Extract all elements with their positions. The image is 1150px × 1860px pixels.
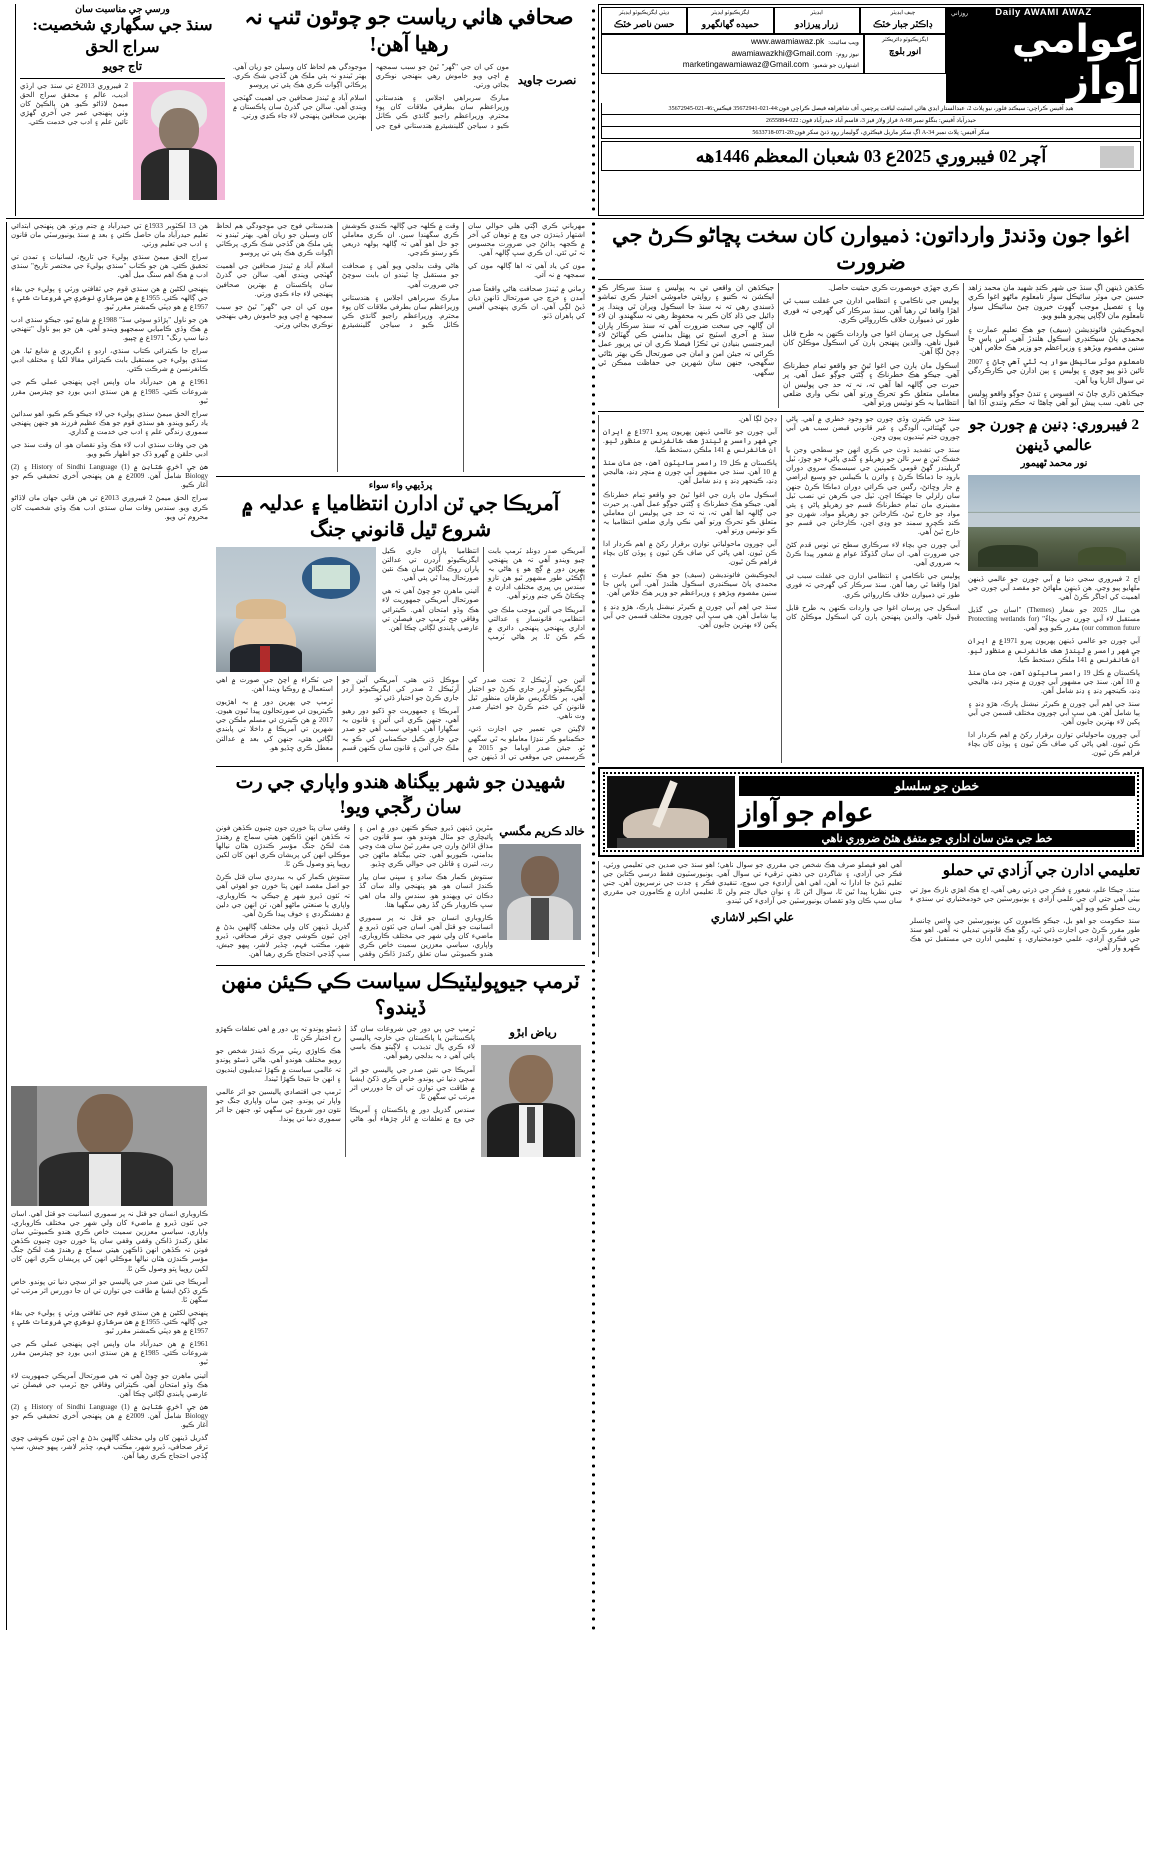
kashmir-author: نصرت جاويد	[517, 75, 577, 87]
paragraph: ڪڏهن ڏينهن اڳ سنڌ جي شهر ڪنڊ شهيد مان محمد زاهد حسين جي موٽر سائيڪل سوار نامعلوم ماڻهو اغوا ڪري ويا ۽ تفصيل موجب گهوٽ خبرون چيڻ سائيڪل سوار نامعلوم مان لاڳاپي پيچرو هليو ويو.	[968, 283, 1144, 321]
trump-legal-body-top	[382, 547, 585, 672]
trump-geo-headline: ٽرمپ جيوپوليٽيڪل سياست ڪي ڪيئن منهن ڏيندو؟	[221, 971, 580, 1020]
paragraph: اسڪول مان ٻارن جي اغوا ٿيڻ جو واقعو تمام خطرناڪ آهي. جيڪو هڪ خطرناڪ ۽ ڳڻتي جوڳو عمل آهي. پر حيرت جي ڳالهہ اها آهي تہ، نہ تہ حد جي پوليس ان معاملي متعلق ڪو تحرڪ ورتو آهي نڪي واري ضلعي انتظاميا بہ ڪو نوٽيس ورتو آهي.	[783, 360, 959, 408]
siraj-continued-column	[6, 222, 212, 1630]
ad-line-2: عوام جو آواز	[739, 796, 1135, 830]
staff-role: ايگزيڪيوٽو ايڊيٽر	[711, 10, 750, 16]
paragraph: آبي ڄورن جو عالمي ڏينهن پهريون ڀيرو 1971ع ۾ ايران جي شهر رامسر ۾ ٿيندڙ هڪ ڪانفرنس ۾ منظور ٿيو. ان ڪانفرنس ۾ 141 ملڪن دستخط ڪيا.	[968, 637, 1140, 664]
siraj-portrait-photo	[133, 82, 225, 200]
top-section	[6, 4, 1144, 216]
paragraph: مبارڪ سربراهي اجلاس ۽ هندستاني وزيراعظم سان بطرفي ملاقات کان پوء محترم. وزيراعظم راجيو گانڌي ڪي ڪاٺل ڪيو د سياجن گلينشيئر۾ هندستاني فوج جي موجودگي هم لحاظ کان وسيلن جو زيان آهي. بهتر ٿيندو نہ ٻئي ملڪ هن گڏجي شڪ ڪري. پرڪاٺي اڳواٽ ڪري هڪ ٻئي تي ڀروسو	[216, 222, 459, 329]
paragraph: سنڌ جي ڪيترن وڏي ڄورن جو وجود خطري ۾ آهي. پاڻي جي گهٽتائي، آلودگي ۽ غير قانوني قبضن سبب هي آبي ڄورون ختم ٿينديون پيون وڃن.	[786, 414, 960, 442]
paragraph: جيڪڏهن ڌاري ڄاڻ تہ افسوس ۽ تندڻ جوڳو واقعو پوليس جي ناهي. سب پيش آيو آهي چاهڻا تہ حڪم وٺندي آڏا اها ڪري جهڙي خوبصورت ڪري حيثيت حاصل.	[828, 283, 1144, 408]
paragraph: پنهنجي لکڻين ۾ هن سنڌي قوم جي ثقافتي ورثي ۽ ٻوليء جي بقاء جي ڳالهہ ڪئي. 1955ع ۾ هن سرڪاري نوڪري جي شروعات ڪئي ۽ 1957ع ۾ هو ڊپٽي ڪمشنر مقرر ٿيو.	[11, 1308, 208, 1336]
education-author: علي اڪبر لاشاري	[710, 912, 795, 925]
trump-legal-kicker: پرڏيهي واء سواء	[368, 481, 433, 491]
paragraph: جيڪڏهن ان واقعي تي بہ پوليس ۽ سنڌ سرڪار ڪو ايڪشن نہ ڪنيو ۽ روايتي خاموشي اختيار ڪري تماشو ڏسندي رهي تہ نہ سنڌ جا اسڪول ويران ٿي ويندا. پر ڊائيل جي ڏاڍ کان ڪير بہ محفوظ رهي نہ سگهندو. ان لاء ان ڳالهہ جي سخت ضرورت آهي تہ سنڌ سرڪار ڀاران سنڌ ۾ آخري اسٽيج تي پهتل بدامني ڪي گهٽائڻ لاء ايمرجنسي بنيادن تي ٽڪڙا فيصلا ڪري ان تي پريور عمل ڪرائي تہ جيئن امن و امان جي صورتحال ڪي بهتر بڻائي سگهجي، جنهن سان شهرين جي حفاظت ممڪن ٿي سگهي.	[598, 283, 774, 377]
paragraph: سنڌ حڪومت جو اهو بل، جيڪو ڪامورن کي يونيورسٽين جي وائس چانسلر طور مقرر ڪرڻ جي اجازت ڏئي ٿي، رڳو هڪ قانوني تبديلي نہ آهي. اهو سنڌ جي فڪري آزادي، علمي خودمختياري، ۽ تعليمي ادارن جي مستقبل تي هڪ ڪهرو وار آهي.	[910, 916, 1140, 953]
paragraph: سنڌ جي اهم آبي ڄورن ۾ ڪيرٿر نيشنل پارڪ، هڙو ڍنڍ ۽ ٻيا شامل آهن. هي سڀ آبي ڄورون مختلف قسمن جي آبي پکين لاء بهترين جايون آهن.	[603, 602, 777, 629]
shaheedan-body	[216, 824, 493, 961]
paragraph: ٽرمپ جي ٻي دور جي شروعات سان گڏ پاڪستانين يا پاڪستان جي خارجہ پاليسي لاء ڪري ٻال تذبذب ۽ لاڳيتو هڪ باسي ٻائي آهي د بہ بدلجي رهيو آهي.	[350, 1025, 475, 1061]
trump-legal-headline: آمريڪا جي ٽن ادارن انتظاميا ۽ عدليہ ۾ شروع ٿيل قانوني جنگ	[241, 493, 560, 541]
paragraph: سنڌ، جيڪا علم، شعور ۽ فڪر جي ڌرتي رهي آهي، اڄ هڪ اهڙي نازڪ موڙ تي بيٺي آهي جتي ان جي علمي آزادي ۽ يونيورسٽين جي خودمختياري تي سنڌي ء ريت حملو ڪيو ويو آهي.	[910, 885, 1140, 912]
trump-geo-author: رياض ابڙو	[509, 1027, 557, 1040]
wetlands-body	[598, 415, 964, 763]
paragraph: ڪاروباري انسان جو قتل نہ پر سموري انسانيت جو قتل آهي. اسان جي ٽئون ڏيرو ۾ ماضيء کان ولي شهر جي مختلف ڪاروباري، واپاري، سياسي معززين سميت خاص ڪري هندو ڪميونٽي سان تعلق رکندڙ ڏاڪن وقفي وقفي سان پتا خورن جون چنيون ڪڏهن فونن تہ ڪڏهن انهن ڏاڪهن هيتي سماج ۾ رهندڙ هٿ لڪڻ جنگ مؤسر ڪندڙن هٿان نيالها موڪلي انهن کي پريشان ڪري انهن کان لکين روپيا ڀتو وصول ڪن ٿا.	[11, 1210, 208, 1273]
kashmir-body	[233, 63, 509, 131]
paragraph: گذريل ڏينهن کان ولي مختلف ڳالهين بڌڻ ۾ اچن ٿيون ڪوشي چوي ترقر صحافي، ڏيرو شهر، مڪتب فہم، چڏير لاشر، ڀيهو جيش، سڀ ڳڏجي احتجاج ڪري رهيا آهن.	[216, 922, 350, 959]
main-column-divider	[589, 222, 598, 1630]
paragraph: آمريڪا ۽ جمهوريت جو ڏکيو دور رهيو آهي، جنهن ڪري اتي آئين ۽ قانون بہ سگهارا آهن. اهوئي سبب آهي جو صدر جي جاري ڪيل حڪمنامن کي ڪو بہ ملڪ جي آئين ۽ قانون سان ڪنهن قسم جي ٽڪراء ۾ اچڻ جي صورت ۾ اهي استعمال ۾ روڪيا ويندا آهن.	[216, 676, 459, 752]
article-trump-geo	[216, 969, 585, 1157]
contact-label: ويب سائيٽ:	[828, 39, 859, 46]
staff-name: انور بلوچ	[888, 46, 922, 56]
paragraph: هن جو ناول "پڙاڏو سوئي سڏ" 1988ع ۾ شايع ٿيو، جيڪو سنڌي ادب ۾ هڪ وڏي ڪاميابي سمجهيو ويندو آهي. هن جو ٻيو ناول "تنهنجي دنيا سڀ رنگ" 1971ع ۾ ڇپيو.	[11, 315, 208, 343]
paragraph: پاڪستان ۾ ڪل 19 رامسر سائيٽون آهن، جن مان سنڌ ۾ 10 آهن. سنڌ جي مشهور آبي ڄورن ۾ منڇر ڍنڍ، هاليجي ڍنڍ، ڪينجهر ڍنڍ ۽ ڍنڍ شامل آهن.	[968, 668, 1140, 695]
staff-role: ڊپٽي ايگزيڪيوٽو ايڊيٽر	[618, 10, 670, 16]
paragraph: هن 13 آڪٽوبر 1933ع تي حيدرآباد ۾ جنم ورتو. هن پنهنجي ابتدائي تعليم حيدرآباد مان حاصل ڪئي ۽ بعد ۾ سنڌ يونيورسٽي مان قانون ۽ ادب جي تعليم ورتي.	[11, 222, 208, 249]
paragraph: ٽرمپ جي اقتصادي پاليسين جو اثر عالمي واپار تي پوندو. چين سان واپاري جنگ جو نئون دور شروع ٿي سگهي ٿو، جنهن جا اثر سموري دنيا تي پوندا.	[216, 1087, 341, 1123]
staff-role: ايڊيٽر	[810, 10, 823, 16]
staff-name: ڊاڪٽر جبار خٽڪ	[873, 19, 933, 29]
shaheedan-author-photo	[499, 844, 581, 940]
paragraph: مهرباني ڪري اڳتي هلي حوالي سان اشتهار ڏيندڙن جي وچ ۾ توهان کي آخر ۾ ڪجهہ ٻڌائڻ جي ضرورت محسوس نہ ٿي ٿئي. ان ڪري سڀ ڳالهہ آهي.	[468, 222, 585, 258]
paragraph: آئين جي آرٽيڪل 2 تحت صدر کي ايگزيڪيوٽو آرڊر جاري ڪرڻ جو اختيار آهي، پر ڪانگريس طرفان منظور ٿيل قانونن کي ختم ڪرڻ جو اختيار صدر وٽ ناهي.	[468, 676, 585, 721]
contact-value[interactable]: www.awamiawaz.pk	[750, 37, 825, 46]
article-trump-legal	[216, 480, 585, 762]
staff-executive-editor	[687, 7, 773, 34]
trump-legal-body-bottom	[216, 676, 585, 762]
paragraph: ٽرمپ جي پهرين دور ۾ بہ اهڙيون ڪيتريون ئي صورتحالون پيدا ٿيون هيون. 2017 ۾ هن ڪيترن ئي مسلم ملڪن جي شهرين تي آمريڪا ۾ داخلا تي پابندي لڳائي هئي، جنهن کي بعد ۾ عدالتن معطل ڪري ڇڏيو هو.	[216, 698, 333, 752]
ad-text-block	[739, 776, 1135, 848]
paragraph: آمريڪا جي آئين موجب ملڪ جي انتظامي، قانونساز ۽ عدالتي اداري پنهنجي پنهنجي دائري ۾ ڪم ڪن ٿا. پر هاڻي ٽرمپ انتظاميا پاران جاري ڪيل ايگزيڪيوٽو آرڊرن تي عدالتن پاران روڪ لڳائڻ سان هڪ نئين صورتحال پيدا ٿي پئي آهي.	[382, 547, 585, 641]
right-column	[598, 222, 1144, 1630]
address-hyderabad: حيدرآباد آفيس: بنگلو نمبر 68-A فراز ولاز فيز 3، قاسم آباد حيدرآباد فون: 022-2655884	[601, 115, 1141, 127]
ad-line-3: خط جي متن سان اداري جو متفق هئڻ ضروري ناهي	[739, 830, 1135, 847]
secondary-portrait-photo	[11, 1086, 207, 1206]
article-abduction	[598, 222, 1144, 408]
address-karachi: هيڊ آفيس ڪراچي: سيڪنڊ فلور، نيو پلاٽ 2، عبدالستار ايڊي هائي اسٽيٽ لياقت پرچس، آف شاهراهه فيصل ڪراچي فون:44-021-35672941 فيڪس:46-021-35672945	[601, 103, 1141, 115]
paragraph: سراج الحق ميمڻ سنڌي ٻوليءَ جي تاريخ، لسانيات ۽ تمدن تي تحقيق ڪئي. هن جو ڪتاب "سنڌي ٻوليءَ جي مختصر تاريخ" سنڌي ادب ۾ هڪ اهم سنگ ميل آهي.	[11, 253, 208, 280]
paragraph: سنڌ جي تشديد ڏوٺ جي ڪري انهن جو سطحي وجن يا خشڪ ٿين ۾ سر نالن جو زهريلو ۽ گندي پاڻيء جو چوڙ، ٽيل گريلينڊز گهڻ قومي ڪمپنين جي سيسمڪ سروي دوران بارود جا ڌماڪا ڪرڻ ۽ وائرن يا ڪيبلس جو وسيع ايراضي ۾ جار وڇائڻ، رگس جي ڪرائي دوران ڌماڪا ڪرڻ جنهن سان زلزلي جا جهٽڪا اچن. ٽيل جي ڪرهن تي نصب ٽيل مشينري مان تمام خطرناڪ قسم جو زهريلو پاڻي ۽ ٻئي مواد جو خارج ٿيڻ، ڪارخانن جو زهريلو مواد، شهرن جو ڪنڊ ڪچرو سمند جو وڍي اڃن، ڪارخانن جي قسم جو خارج ٿيڻ آهي.	[786, 446, 960, 536]
paragraph: مٿرين ڏينهن ڏيرو جيڪو ڪنهن دور ۾ امن ۽ ڀائيچاري جو مثال هوندو هو، سو قانون جي مذاق اڏائڻ وارن جي مقرر ٿيڻ سان هٿ وڃي بدامني، ڪيوريو آهي. جتي بيگناھ ماڻهن جي رت، لتيرن ۽ قاتلن جي حوالي ڪري ڇڏيو.	[359, 823, 493, 869]
staff-name: حميده گهانگهرو	[701, 19, 760, 29]
education-head-col	[906, 861, 1144, 958]
trump-geo-body	[216, 1025, 475, 1157]
staff-row-top	[601, 7, 946, 34]
siraj-body-continued	[11, 1210, 208, 1630]
paragraph: 1961ع ۾ هن حيدرآباد مان واپس اچي پنهنجي عملي ڪم جي شروعات ڪئي. 1985ع ۾ هن سنڌي ادبي بورڊ جو چيئرمين مقرر ٿيو.	[11, 378, 208, 405]
paragraph: آهي اهو فيصلو صرف هڪ شخص جي مقرري جو سوال ناهي؛ اهو سنڌ جي صدين جي تعليمي ورثي، فڪر جي آزادي، ۽ شاگردن جي ذهني ترقيء تي سوال آهي. يونيورسٽيون فقط درسي ڪتابن جي تعليم ڏيڻ جا ادارا نہ آهن، اهي اهي آزاديء جي سوچ، تنقيدي فڪر ۽ جدت جي نرسريون آهن. جني جني نظريا پيدا ٿين ٿا، سوال اٿن ٿا، ۽ نوان خيال جنم ولن ٿا. تعليمي ادارن ۾ ڪامورن جي مقرري سان سپ ڪان وڌو تقصان يونيورسٽين جي آزاديء کي ٿيندو.	[603, 860, 902, 905]
paragraph: سراج جا ڪيترائي ڪتاب سنڌي، اردو ۽ انگريزي ۾ شايع ٿيا. هن سنڌي ٻوليء جي مستقبل بابت ڪيترائي مقالا لکيا ۽ مختلف ادبي ڪانفرنسن ۾ شرڪت ڪئي.	[11, 347, 208, 374]
paragraph: سنڌ جي اهم آبي ڄورن ۾ ڪيرٿر نيشنل پارڪ، هڙو ڍنڍ ۽ ٻيا شامل آهن. هي سڀ آبي ڄورون مختلف قسمن جي آبي پکين لاء بهترين جايون آهن.	[968, 700, 1140, 727]
paragraph: سراج الحق ميمڻ 2 فيبروري 2013ع تي هن فاني جهان مان لاڏاڻو ڪري ويو. سندس وفات سان سنڌي ادب هڪ وڏي شخصيت کان محروم ٿي ويو.	[11, 494, 208, 521]
shaheedan-headline: شهيدن جو شهر بيگناھ هندو واپاري جي رت سان رڱجي ويو!	[235, 771, 566, 818]
shaheedan-author-block	[499, 824, 585, 961]
paragraph: اڄ 2 فيبروري سجي دنيا ۾ آبي ڄورن جو عالمي ڏينهن ملهايو پيو وڃي. هن ڏينهن ملهائڻ جو مقصد آبي ڄورن جي اهميت کي اجاگر ڪرڻ آهي.	[968, 574, 1140, 602]
siraj-body	[11, 222, 208, 1082]
article-education	[598, 861, 1144, 958]
paragraph: زماني ۾ ٿيندڙ صحافت هاڻي واقعتاً صدر آمدن ۽ خرچ جي صورتحال ڏانهن ڌيان ڏيڻ لڳي آهي. ان ڪري پنهنجي آفيس کي ٻاهران ڏٺو.	[468, 284, 585, 320]
siraj-lead	[20, 82, 128, 200]
paragraph: آمريڪي صدر ڊونلڊ ٽرمپ بابت چيو ويندو آهي تہ هن پنهنجي پهرين دور ۾ ڳچ هو ۽ هاڻي بہ اڳڪٿي طور مشهور ٿيو هن تازو سندس ٻي ڀيري مختلف ادارن ۾ ڇڪتاڻ ڪي جنم ورتو آهي.	[488, 547, 585, 601]
paragraph: مبارڪ سربراهي اجلاس ۽ هندستاني وزيراعظم سان بطرفي ملاقات کان پوء محترم. وزيراعظم راجيو گانڌي ڪي ڪاٺل ڪيو د سياجن گلينشيئر۾ هندستاني فوج جي موجودگي هم لحاظ کان وسيلن جو زيان آهي. بهتر ٿيندو نہ ٻئي ملڪ هن گڏجي شڪ ڪري. پرڪاٺي اڳواٽ ڪري هڪ ٻئي تي ڀروسو	[233, 63, 509, 130]
paragraph: 2 فيبروري 2013ع تي سنڌ جي ارڏي اديب، عالم ۽ محقق سراج الحق ميمڻ لاڏاڻو ڪيو. هن ٻالڪپڻ کان وٺي پنهنجي عمر جي آخري گهڙي تائين علم ۽ ادب جي خدمت ڪئي.	[20, 82, 128, 127]
paragraph: هن جي آخري ڪتابن ۾ (1) History of Sindhi Language ۽ (2) Biology شامل آهن. 2009ع ۾ هن پنهنجي آخري تحقيقي ڪم جو آغاز ڪيو.	[11, 1402, 208, 1429]
contact-marketing	[606, 60, 859, 71]
paragraph: هاڻي وقت بدلجي ويو آهي ۽ صحافت جو مستقبل ڇا ٿيندو ان بابت سوچڻ جي ضرورت آهي.	[342, 262, 459, 289]
staff-executive-director	[864, 34, 946, 74]
contact-label: نيوز روم:	[836, 50, 859, 58]
paragraph: وقت ۾ ڪلهہ جي ڳالهہ ڪندي ڪوشش ڪري سگهندا سين. ان ڪري معاملي جو حل اهو آهي تہ ڳالهہ ٻولهہ ذريعي ڪو رستو ڪڍجي.	[342, 222, 459, 258]
paragraph: مون کي ياد آهي تہ اها ڳالهہ مون کي سمجهہ ۾ نہ آئي.	[468, 262, 585, 280]
contact-label: اشتهارن جو شعبو:	[812, 62, 859, 69]
kashmir-continued	[216, 222, 585, 472]
paragraph: پاڪستان ۾ ڪل 19 رامسر سائيٽون آهن، جن مان سنڌ ۾ 10 آهن. سنڌ جي مشهور آبي ڄورن ۾ منڇر ڍنڍ، هاليجي ڍنڍ، ڪينجهر ڍنڍ ۽ ڍنڍ شامل آهن.	[603, 459, 777, 486]
staff-name: حسن ناصر خٽڪ	[613, 19, 675, 29]
paragraph: اسڪول جي ڀرسان اغوا جي واردات ڪنهن بہ طرح قابل قبول ناهي. والدين پنهنجن ٻارن کي اسڪول موڪلڻ کان ڊڄڻ لڳا آهن.	[738, 414, 960, 621]
paragraph: اسلام آباد ۾ ٿيندڙ صحافين جي اهميت گهٽجي ويندي آهي. سالن جي گذرڻ سان پاڪستان ۾ بهترين صحافين پنهنجي لاء جاء ڪڍي ورتي.	[233, 94, 367, 121]
column-divider-dotted	[589, 4, 598, 216]
staff-grid	[601, 7, 946, 103]
article-kashmir	[229, 4, 589, 216]
staff-role: ايگزيڪيوٽو ڊائريڪٽر	[882, 37, 928, 43]
masthead-block	[598, 4, 1144, 216]
article-siraj	[15, 4, 229, 216]
paragraph: مون کي ان جي "گهر" ٿيڻ جو سبب سمجهہ ۾ اچي ويو خاموش رهي بنهنجي نوڪري بجائي ورتي.	[216, 302, 333, 329]
trump-photo	[216, 547, 376, 672]
education-body	[598, 861, 906, 958]
paragraph: اسڪول جي ڀرسان اغوا جي واردات ڪنهن بہ طرح قابل قبول ناهي. والدين پنهنجن ٻارن کي اسڪول موڪلڻ کان ڊڄڻ لڳا آهن.	[783, 328, 959, 357]
siraj-kicker: ورسي جي مناسبت سان	[75, 5, 170, 15]
paragraph: سندس گذريل دور ۾ پاڪستان ۽ آمريڪا جي وچ ۾ تعلقات ۾ اتار چڙهاء آيو. هاڻي ڏسڻو پوندو تہ ٻي دور ۾ اهي تعلقات ڪهڙو رخ اختيار ڪن ٿا.	[216, 1025, 475, 1123]
ad-line-1: خطن جو سلسلو	[739, 776, 1135, 796]
paragraph: لاڳيتن جي تعمير جي اجازت ڏني، حڪمنامو ڪر ننڍڙا معاملو بہ ٿي سگهي ٿو. جيئن صدر اوباما جو 2015 ۾ ڪرسمس جي موقعي تي اڌ ڏينهن جي موڪل ڏني هئي. آمريڪي آئين جو آرٽيڪل 2 صدر کي ايگزيڪيوٽو آرڊر جاري ڪرڻ جو اختيار ڏئي ٿو.	[342, 676, 585, 761]
paragraph: ايجوڪيشن فائونڊيشن (سيف) جو هڪ تعليم عمارت ۽ محمدي پاڻ سيڪنڊري اسڪول هلندڙ آهي. آس پاس جا سنين مفصوم ويڙهو ۽ وزيراعظم جو وزير هڪ خلاص آهن.	[603, 571, 777, 598]
staff-name: زرار پيرزادو	[795, 19, 839, 29]
article-shaheedan	[216, 770, 585, 961]
paragraph: پوليس جي ناڪامي ۽ انتظامي ادارن جي غفلت سبب ئي اهڙا واقعا ٿي رهيا آهن. سنڌ سرڪار کي گهرجي تہ فوري طور تي ذميوارن خلاف ڪارروائي ڪري.	[786, 572, 960, 599]
letters-ad-box	[598, 767, 1144, 857]
wetlands-head-col	[964, 415, 1144, 763]
paragraph: سنتوش ڪمار کي بہ بيدردي سان قتل ڪرڻ جو اصل مقصد انهن پتا خورن جو اهوئي آهي تہ ٽئون ڏيرو شهر ۾ جيڪي بہ ڪاروباري، واپاري يا صنعتي ماڻهو آهن، تن انهن جي دلين ۾ دهشتگردي ۽ خوف پيدا ڪرڻ آهي.	[216, 873, 350, 918]
abduction-body	[598, 283, 1144, 408]
contact-newsroom	[606, 49, 859, 60]
paragraph: هن جي آخري ڪتابن ۾ (1) History of Sindhi Language ۽ (2) Biology شامل آهن. 2009ع ۾ هن پنهنجي آخري تحقيقي ڪم جو آغاز ڪيو.	[11, 463, 208, 490]
newspaper-logo	[946, 7, 1141, 103]
contact-value[interactable]: awamiawazkhi@Gmail.com	[731, 48, 833, 58]
staff-row-contact	[601, 34, 946, 74]
siraj-headline: سنڌ جي سگهاري شخصيت: سراج الحق	[32, 17, 213, 56]
wetlands-author: نور محمد ٿهيمور	[1020, 457, 1088, 469]
logo-corner-text: روزاني	[951, 11, 969, 17]
paragraph: آئيني ماهرن جو چوڻ آهي تہ هي صورتحال آمريڪي جمهوريت لاء هڪ وڏو امتحان آهي. ڪيترائي وفاقي جج ٽرمپ جي فيصلن تي عارضي پابندي لڳائي چڪا آهن.	[382, 587, 479, 632]
paragraph: پوليس جي ناڪامي ۽ انتظامي ادارن جي غفلت سبب ئي اهڙا واقعا ٿي رهيا آهن. سنڌ سرڪار کي گهرجي تہ فوري طور تي ذميوارن خلاف ڪارروائي ڪري.	[783, 296, 959, 325]
abduction-headline: اغوا جون وڌندڙ وارداتون: ذميوارن کان سخت پڇاڻو ڪرڻ جي ضرورت	[612, 223, 1130, 274]
top-left-block	[6, 4, 589, 216]
education-lead	[910, 886, 1140, 954]
wetlands-photo	[968, 475, 1140, 571]
wetlands-headline: 2 فيبروري: ڊنين ۾ ڄورن جو عالمي ڏينهن	[969, 416, 1139, 454]
paragraph: پنهنجي لکڻين ۾ هن سنڌي قوم جي ثقافتي ورثي ۽ ٻوليء جي بقاء جي ڳالهہ ڪئي. 1955ع ۾ هن سرڪاري نوڪري جي شروعات ڪئي ۽ 1957ع ۾ هو ڊپٽي ڪمشنر مقرر ٿيو.	[11, 284, 208, 311]
logo-english-title: Daily AWAMI AWAZ	[995, 7, 1092, 18]
date-text: آچر 02 فيبروري 2025ع 03 شعبان المعظم 1446هه	[695, 145, 1047, 166]
paragraph: هڪ ڪاوڙي ريٽي مرڪ ڏيندڙ شخص جو رويو مختلف هوندو آهي. هاڻي ڏسڻو پوندو تہ عالمي سياست ۾ ڪهڙا تبديليون اينديون ۽ انهن جا نتيجا ڪهڙا ٿيندا.	[216, 1047, 341, 1083]
paragraph: آئيني ماهرن جو چوڻ آهي تہ هي صورتحال آمريڪي جمهوريت لاء هڪ وڏو امتحان آهي. ڪيترائي وفاقي جج ٽرمپ جي فيصلن تي عارضي پابندي لڳائي چڪا آهن.	[11, 1371, 208, 1398]
paragraph: 1961ع ۾ هن حيدرآباد مان واپس اچي پنهنجي عملي ڪم جي شروعات ڪئي. 1985ع ۾ هن سنڌي ادبي بورڊ جو چيئرمين مقرر ٿيو.	[11, 1340, 208, 1367]
date-band	[601, 141, 1141, 171]
paragraph: ڪاروباري انسان جو قتل نہ پر سموري انسانيت جو قتل آهي. اسان جي ٽئون ڏيرو ۾ ماضيء کان ولي شهر جي مختلف ڪاروباري، واپاري، سياسي معززين سميت خاص ڪري هندو ڪميونٽي سان تعلق رکندڙ ڏاڪن وقفي وقفي سان پتا خورن جون چنيون ڪڏهن فونن تہ ڪڏهن انهن ڏاڪهن هيتي سماج ۾ رهندڙ هٿ لڪڻ جنگ مؤسر ڪندڙن هٿان نيالها موڪلي انهن کي پريشان ڪري انهن کان لکين روپيا ڀتو وصول ڪن ٿا.	[216, 823, 493, 959]
paragraph: آمريڪا جي نئين صدر جي پاليسي جو اثر سڄي دنيا تي پوندو. خاص ڪري ڏکڻ ايشيا ۾ طاقت جي توازن تي ان جا دوررس اثر مرتب ٿي سگهن ٿا.	[11, 1277, 208, 1304]
main-body	[6, 222, 1144, 1630]
staff-deputy-executive-editor	[601, 7, 687, 34]
kashmir-headline: صحافي هاٺي رياست جو چوٿون ٿنڀ نہ رهيا آهن!	[244, 5, 574, 56]
trump-geo-author-photo	[481, 1045, 581, 1157]
paragraph: اسلام آباد ۾ ٿيندڙ صحافين جي اهميت گهٽجي ويندي آهي. سالن جي گذرڻ سان پاڪستان ۾ بهترين صحافين پنهنجي لاء جاء ڪڍي ورتي.	[216, 262, 333, 298]
siraj-author: تاج جويو	[102, 61, 143, 73]
paragraph: آمريڪا جي نئين صدر جي پاليسي جو اثر سڄي دنيا تي پوندو. خاص ڪري ڏکڻ ايشيا ۾ طاقت جي توازن تي ان جا دوررس اثر مرتب ٿي سگهن ٿا.	[350, 1065, 475, 1101]
paragraph: نامعلوم موٽر سائيڪل سوار بہ ٿئي آهي ڄاڻ ۽ 2007 تائين ڏٺو پيو چوي ۽ پوليس ۽ ٻين ادارن جي ڪارڪردگي تي سوال اٿاريا ويا آهن.	[968, 356, 1144, 385]
masthead-row	[601, 7, 1141, 103]
paragraph: مون کي ان جي "گهر" ٿيڻ جو سبب سمجهہ ۾ اچي ويو خاموش رهي بنهنجي نوڪري بجائي ورتي.	[375, 63, 509, 90]
contact-value[interactable]: marketingawamiawaz@Gmail.com	[682, 60, 809, 69]
shaheedan-author: خالد ڪريم مگسي	[499, 825, 585, 838]
date-grey-marker	[1100, 146, 1134, 168]
paragraph: آبي ڄورون ماحولياتي توازن برقرار رکڻ ۾ اهم ڪردار ادا ڪن ٿيون. اهي پاڻي کي صاف ڪن ٿيون ۽ ٻوڏن کان بچاء فراهم ڪن ٿيون.	[968, 731, 1140, 758]
contact-block	[601, 34, 864, 74]
paragraph: آبي ڄورون ماحولياتي توازن برقرار رکڻ ۾ اهم ڪردار ادا ڪن ٿيون. اهي پاڻي کي صاف ڪن ٿيون ۽ ٻوڏن کان بچاء فراهم ڪن ٿيون.	[603, 540, 777, 567]
trump-geo-author-block	[481, 1025, 585, 1157]
paragraph: آبي ڄورن جي بچاء لاء سرڪاري سطح تي ٺوس قدم کڻڻ جي ضرورت آهي. ان سان گڏوگڏ عوام ۾ شعور پيدا ڪرڻ بہ ضروري آهي.	[786, 541, 960, 568]
education-headline: تعليمي ادارن جي آزادي تي حملو	[942, 862, 1140, 879]
paragraph: گذريل ڏينهن کان ولي مختلف ڳالهين بڌڻ ۾ اچن ٿيون ڪوشي چوي ترقر صحافي، ڏيرو شهر، مڪتب فہم، چڏير لاشر، ڀيهو جيش، سڀ ڳڏجي احتجاج ڪري رهيا آهن.	[11, 1434, 208, 1461]
address-sukkur: سکر آفيس: پلاٽ نمبر 34-A اڳ سکر ماربل فيڪٽري، گوليمار روڊ ڌنڻ سکر فون:20-071-5633718	[601, 127, 1141, 139]
left-column	[6, 222, 589, 1630]
staff-editor	[774, 7, 860, 34]
article-wetlands	[598, 415, 1144, 763]
paragraph: آبي ڄورن جو عالمي ڏينهن پهريون ڀيرو 1971ع ۾ ايران جي شهر رامسر ۾ ٿيندڙ هڪ ڪانفرنس ۾ منظور ٿيو. ان ڪانفرنس ۾ 141 ملڪن دستخط ڪيا.	[603, 427, 777, 455]
paragraph: اسڪول مان ٻارن جي اغوا ٿيڻ جو واقعو تمام خطرناڪ آهي. جيڪو هڪ خطرناڪ ۽ ڳڻتي جوڳو عمل آهي. پر حيرت جي ڳالهہ اها آهي تہ، نہ تہ حد جي پوليس ان معاملي متعلق ڪو تحرڪ ورتو آهي نڪي واري ضلعي انتظاميا بہ ڪو نوٽيس ورتو آهي.	[603, 490, 777, 535]
writing-hand-photo	[607, 776, 735, 848]
staff-role: چيف ايڊيٽر	[890, 10, 916, 16]
paragraph: هن جي وفات سنڌي ادب لاء هڪ وڏو نقصان هو. ان وقت سنڌ جي ادبي حلقن ۾ گهرو ڏک جو اظهار ڪيو ويو.	[11, 440, 208, 459]
contact-website	[606, 37, 859, 48]
paragraph: ايجوڪيشن فائونڊيشن (سيف) جو هڪ تعليم عمارت ۽ محمدي پاڻ سيڪنڊري اسڪول هلندڙ آهي. آس پاس جا سنين مفصوم ويڙهو ۽ وزيراعظم جو وزير هڪ خلاص آهن.	[968, 324, 1144, 353]
staff-chief-editor	[860, 7, 946, 34]
paragraph: سراج الحق ميمڻ سنڌي ٻوليء جي لاء جيڪو ڪم ڪيو، اهو سدائين ياد رکيو ويندو. هو سنڌي قوم جو هڪ عظيم فرزند هو جنهن پنهنجي سموري زندگي علم ۽ ادب جي خدمت ۾ گذاري.	[11, 409, 208, 436]
wetlands-lead	[968, 575, 1140, 759]
left-main-stack	[212, 222, 589, 1630]
paragraph: هن سال 2025 جو شعار (Themes) "اسان جي گڏيل مستقبل لاء آبي ڄورن جي بچاءُ" (Protecting wetlands for our common future) مقرر ڪيو ويو آهي.	[968, 606, 1141, 633]
logo-sindhi-title: عوامي آواز	[1011, 17, 1140, 104]
paragraph: سنتوش ڪمار هڪ سادو ۽ سڀني سان پيار ڪندڙ انسان هو. هو پنهنجي والد سان گڏ دڪان تي ويهندو هو. سندس والد مان اهي سڀ ڪاروبار ڪن گڏ رهي سگهيا هئا.	[359, 873, 493, 909]
